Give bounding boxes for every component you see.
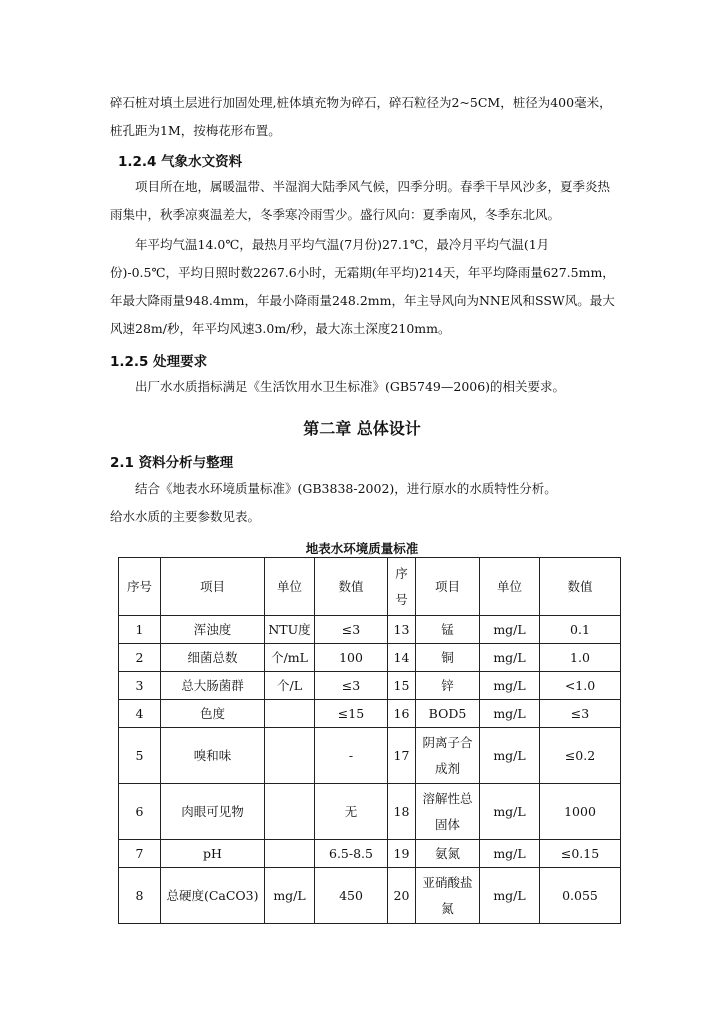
table-cell: 1000 <box>540 784 621 840</box>
table-cell: <1.0 <box>540 672 621 700</box>
table-cell: 17 <box>388 728 416 784</box>
table-row <box>119 700 621 728</box>
table-cell: 嗅和味 <box>161 728 265 784</box>
header-cell: 单位 <box>265 558 315 616</box>
paragraph-meteorology: 年平均气温14.0℃，最热月平均气温(7月份)27.1℃，最冷月平均气温(1月份)-0.5℃，平均日照时数2267.6小时，无霜期(年平均)214天，年平均降雨量627.5mm，年最大降雨量948.4mm，年最小降雨量248.2mm，年主导风向为NNE风和SSW风。最大风速28m/秒，年平均风速3.0m/秒，最大冻土深度210mm。 <box>110 237 615 336</box>
table-cell: 7 <box>119 840 161 868</box>
table-cell: 18 <box>388 784 416 840</box>
table-cell: 个/mL <box>265 644 315 672</box>
table-cell: BOD5 <box>416 700 480 728</box>
table-cell: ≤3 <box>315 672 388 700</box>
header-cell: 单位 <box>480 558 540 616</box>
table-cell: 2 <box>119 644 161 672</box>
paragraph-climate: 项目所在地，属暖温带、半湿润大陆季风气候，四季分明。春季干旱风沙多，夏季炎热雨集中，秋季凉爽温差大，冬季寒冷雨雪少。盛行风向：夏季南风，冬季东北风。 <box>110 179 611 222</box>
table-cell: ≤3 <box>315 616 388 644</box>
table-cell: 5 <box>119 728 161 784</box>
table-cell: mg/L <box>480 672 540 700</box>
table-cell: 8 <box>119 868 161 924</box>
table-cell: 总硬度(CaCO3) <box>161 868 265 924</box>
table-row <box>119 784 621 840</box>
table-cell: 溶解性总固体 <box>416 784 480 840</box>
table-cell: 0.1 <box>540 616 621 644</box>
table-cell: 6 <box>119 784 161 840</box>
paragraph-analysis: 结合《地表水环境质量标准》(GB3838-2002)，进行原水的水质特性分析。 <box>135 481 557 496</box>
table-cell: mg/L <box>480 784 540 840</box>
table-cell: 氨氮 <box>416 840 480 868</box>
table-cell <box>265 784 315 840</box>
table-cell: 6.5-8.5 <box>315 840 388 868</box>
table-cell: mg/L <box>480 700 540 728</box>
table-row <box>119 672 621 700</box>
table-cell: 100 <box>315 644 388 672</box>
table-row <box>119 644 621 672</box>
table-header-row <box>119 558 621 616</box>
table-cell: 13 <box>388 616 416 644</box>
table-cell: 铜 <box>416 644 480 672</box>
table-cell: - <box>315 728 388 784</box>
chapter-title: 第二章 总体设计 <box>303 419 421 438</box>
table-cell: 20 <box>388 868 416 924</box>
table-cell: 4 <box>119 700 161 728</box>
heading-1-2-4: 1.2.4 气象水文资料 <box>118 154 243 170</box>
header-cell: 数值 <box>540 558 621 616</box>
table-cell: 14 <box>388 644 416 672</box>
table-cell: 0.055 <box>540 868 621 924</box>
table-cell <box>265 840 315 868</box>
table-cell: 肉眼可见物 <box>161 784 265 840</box>
water-quality-table <box>118 557 621 924</box>
table-row <box>119 728 621 784</box>
table-row <box>119 868 621 924</box>
paragraph-requirement: 出厂水水质指标满足《生活饮用水卫生标准》(GB5749—2006)的相关要求。 <box>135 379 566 394</box>
table-cell: mg/L <box>480 868 540 924</box>
table-cell: mg/L <box>480 616 540 644</box>
table-cell: 3 <box>119 672 161 700</box>
heading-2-1: 2.1 资料分析与整理 <box>110 455 234 471</box>
table-cell: 亚硝酸盐氮 <box>416 868 480 924</box>
table-cell: 阴离子合成剂 <box>416 728 480 784</box>
paragraph-table-intro: 给水水质的主要参数见表。 <box>110 509 261 524</box>
table-cell: 个/L <box>265 672 315 700</box>
table-cell: 细菌总数 <box>161 644 265 672</box>
header-cell: 项目 <box>416 558 480 616</box>
header-cell: 数值 <box>315 558 388 616</box>
table-cell: 450 <box>315 868 388 924</box>
table-cell: mg/L <box>480 728 540 784</box>
table-cell: 浑浊度 <box>161 616 265 644</box>
table-cell: 总大肠菌群 <box>161 672 265 700</box>
heading-1-2-5: 1.2.5 处理要求 <box>110 354 208 370</box>
header-cell: 序号 <box>388 558 416 616</box>
table-cell: 锰 <box>416 616 480 644</box>
table-cell: 19 <box>388 840 416 868</box>
table-cell: 1.0 <box>540 644 621 672</box>
table-cell: 锌 <box>416 672 480 700</box>
table-cell: 16 <box>388 700 416 728</box>
table-cell: 无 <box>315 784 388 840</box>
table-cell: 1 <box>119 616 161 644</box>
table-cell: ≤15 <box>315 700 388 728</box>
table-cell: mg/L <box>480 840 540 868</box>
header-cell: 序号 <box>119 558 161 616</box>
table-cell: 色度 <box>161 700 265 728</box>
table-cell: ≤3 <box>540 700 621 728</box>
table-cell: pH <box>161 840 265 868</box>
paragraph-gravel-pile: 碎石桩对填土层进行加固处理,桩体填充物为碎石，碎石粒径为2~5CM，桩径为400毫米，桩孔距为1M，按梅花形布置。 <box>110 95 612 138</box>
table-cell: ≤0.15 <box>540 840 621 868</box>
table-cell <box>265 700 315 728</box>
table-title: 地表水环境质量标准 <box>305 541 419 556</box>
table-cell: NTU度 <box>265 616 315 644</box>
header-cell: 项目 <box>161 558 265 616</box>
table-row <box>119 840 621 868</box>
table-cell: mg/L <box>265 868 315 924</box>
table-row <box>119 616 621 644</box>
table-cell: mg/L <box>480 644 540 672</box>
table-cell <box>265 728 315 784</box>
table-cell: 15 <box>388 672 416 700</box>
table-cell: ≤0.2 <box>540 728 621 784</box>
